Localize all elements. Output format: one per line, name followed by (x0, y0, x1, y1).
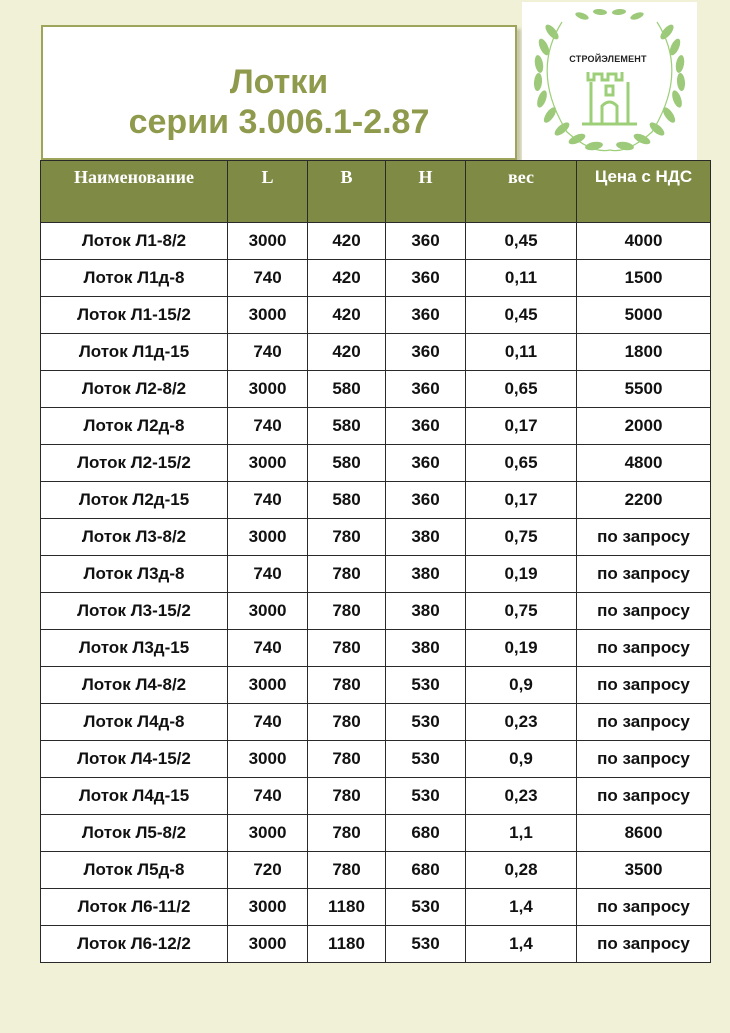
cell-height: 530 (386, 741, 466, 778)
cell-width: 780 (308, 704, 386, 741)
page-title: Лотки (229, 63, 329, 101)
cell-length: 3000 (228, 741, 308, 778)
cell-name: Лоток Л6-12/2 (41, 926, 228, 963)
cell-price: 5000 (577, 297, 711, 334)
cell-weight: 0,19 (466, 630, 577, 667)
cell-height: 380 (386, 556, 466, 593)
cell-height: 360 (386, 445, 466, 482)
header-length: L (228, 161, 308, 223)
cell-width: 780 (308, 556, 386, 593)
table-row (41, 223, 711, 260)
company-logo (522, 2, 697, 162)
laurel-wreath-icon (522, 2, 697, 162)
cell-width: 420 (308, 297, 386, 334)
cell-price: 4800 (577, 445, 711, 482)
cell-weight: 0,9 (466, 667, 577, 704)
cell-height: 380 (386, 593, 466, 630)
cell-height: 680 (386, 815, 466, 852)
cell-name: Лоток Л1д-15 (41, 334, 228, 371)
cell-price: 2200 (577, 482, 711, 519)
cell-weight: 1,4 (466, 889, 577, 926)
cell-width: 420 (308, 260, 386, 297)
cell-width: 780 (308, 630, 386, 667)
cell-price: 5500 (577, 371, 711, 408)
cell-width: 580 (308, 445, 386, 482)
table-row (41, 445, 711, 482)
cell-name: Лоток Л4-15/2 (41, 741, 228, 778)
header-weight: вес (466, 161, 577, 223)
header-height: H (386, 161, 466, 223)
cell-weight: 0,23 (466, 704, 577, 741)
cell-price: по запросу (577, 704, 711, 741)
header-width: B (308, 161, 386, 223)
cell-length: 740 (228, 334, 308, 371)
cell-height: 360 (386, 371, 466, 408)
cell-height: 360 (386, 297, 466, 334)
table-row (41, 408, 711, 445)
cell-length: 3000 (228, 519, 308, 556)
cell-weight: 0,9 (466, 741, 577, 778)
cell-length: 740 (228, 778, 308, 815)
cell-name: Лоток Л4-8/2 (41, 667, 228, 704)
cell-length: 720 (228, 852, 308, 889)
cell-length: 3000 (228, 593, 308, 630)
table-row (41, 630, 711, 667)
cell-name: Лоток Л1-15/2 (41, 297, 228, 334)
cell-price: 3500 (577, 852, 711, 889)
cell-price: 4000 (577, 223, 711, 260)
cell-length: 740 (228, 630, 308, 667)
cell-price: по запросу (577, 593, 711, 630)
cell-width: 780 (308, 815, 386, 852)
table-row (41, 704, 711, 741)
table-row (41, 593, 711, 630)
cell-length: 3000 (228, 371, 308, 408)
cell-price: по запросу (577, 889, 711, 926)
cell-name: Лоток Л2-15/2 (41, 445, 228, 482)
cell-name: Лоток Л6-11/2 (41, 889, 228, 926)
cell-weight: 0,75 (466, 593, 577, 630)
table-row (41, 889, 711, 926)
cell-name: Лоток Л2д-8 (41, 408, 228, 445)
cell-price: по запросу (577, 519, 711, 556)
cell-width: 780 (308, 519, 386, 556)
cell-width: 780 (308, 593, 386, 630)
cell-price: 1500 (577, 260, 711, 297)
table-row (41, 778, 711, 815)
cell-length: 3000 (228, 815, 308, 852)
cell-price: 1800 (577, 334, 711, 371)
cell-width: 1180 (308, 889, 386, 926)
cell-name: Лоток Л5-8/2 (41, 815, 228, 852)
cell-height: 360 (386, 408, 466, 445)
cell-length: 3000 (228, 445, 308, 482)
cell-length: 3000 (228, 223, 308, 260)
cell-name: Лоток Л3д-15 (41, 630, 228, 667)
cell-length: 740 (228, 482, 308, 519)
cell-name: Лоток Л3-8/2 (41, 519, 228, 556)
cell-width: 580 (308, 482, 386, 519)
cell-weight: 0,11 (466, 334, 577, 371)
table-row (41, 852, 711, 889)
cell-length: 3000 (228, 889, 308, 926)
header-price: Цена с НДС (577, 161, 711, 223)
cell-width: 580 (308, 408, 386, 445)
cell-weight: 0,65 (466, 371, 577, 408)
cell-height: 360 (386, 482, 466, 519)
page-subtitle: серии 3.006.1-2.87 (128, 103, 430, 141)
cell-length: 3000 (228, 667, 308, 704)
cell-name: Лоток Л4д-8 (41, 704, 228, 741)
cell-height: 380 (386, 630, 466, 667)
cell-height: 530 (386, 889, 466, 926)
header-row (41, 161, 711, 223)
cell-height: 530 (386, 704, 466, 741)
cell-weight: 0,23 (466, 778, 577, 815)
cell-height: 680 (386, 852, 466, 889)
cell-width: 780 (308, 852, 386, 889)
cell-price: 2000 (577, 408, 711, 445)
cell-price: по запросу (577, 926, 711, 963)
table-row (41, 741, 711, 778)
cell-name: Лоток Л3д-8 (41, 556, 228, 593)
table-header (41, 161, 711, 223)
cell-height: 530 (386, 667, 466, 704)
cell-price: 8600 (577, 815, 711, 852)
cell-width: 780 (308, 741, 386, 778)
table-row (41, 334, 711, 371)
cell-width: 1180 (308, 926, 386, 963)
cell-width: 420 (308, 334, 386, 371)
logo-text: СТРОЙЭЛЕМЕНТ (569, 54, 647, 64)
table-row (41, 297, 711, 334)
cell-length: 740 (228, 556, 308, 593)
cell-name: Лоток Л5д-8 (41, 852, 228, 889)
table-row (41, 482, 711, 519)
cell-height: 360 (386, 260, 466, 297)
cell-length: 3000 (228, 926, 308, 963)
tower-logo-icon (582, 72, 637, 124)
cell-weight: 0,17 (466, 482, 577, 519)
cell-height: 530 (386, 778, 466, 815)
price-table (40, 160, 711, 963)
cell-name: Лоток Л1д-8 (41, 260, 228, 297)
header-name: Наименование (41, 161, 228, 223)
cell-name: Лоток Л2-8/2 (41, 371, 228, 408)
cell-weight: 0,45 (466, 297, 577, 334)
title-box (41, 25, 517, 160)
cell-price: по запросу (577, 778, 711, 815)
table-row (41, 926, 711, 963)
cell-height: 360 (386, 223, 466, 260)
cell-height: 380 (386, 519, 466, 556)
table-row (41, 260, 711, 297)
cell-price: по запросу (577, 667, 711, 704)
table-row (41, 519, 711, 556)
cell-price: по запросу (577, 741, 711, 778)
cell-weight: 0,19 (466, 556, 577, 593)
cell-width: 420 (308, 223, 386, 260)
cell-price: по запросу (577, 630, 711, 667)
table-row (41, 556, 711, 593)
cell-name: Лоток Л1-8/2 (41, 223, 228, 260)
cell-name: Лоток Л4д-15 (41, 778, 228, 815)
cell-length: 3000 (228, 297, 308, 334)
cell-weight: 0,65 (466, 445, 577, 482)
cell-weight: 1,4 (466, 926, 577, 963)
cell-height: 360 (386, 334, 466, 371)
table-row (41, 371, 711, 408)
cell-price: по запросу (577, 556, 711, 593)
cell-weight: 0,45 (466, 223, 577, 260)
cell-weight: 1,1 (466, 815, 577, 852)
cell-name: Лоток Л3-15/2 (41, 593, 228, 630)
cell-name: Лоток Л2д-15 (41, 482, 228, 519)
cell-weight: 0,11 (466, 260, 577, 297)
table-row (41, 815, 711, 852)
cell-length: 740 (228, 408, 308, 445)
cell-length: 740 (228, 704, 308, 741)
cell-weight: 0,75 (466, 519, 577, 556)
table-row (41, 667, 711, 704)
cell-length: 740 (228, 260, 308, 297)
cell-width: 780 (308, 778, 386, 815)
cell-weight: 0,28 (466, 852, 577, 889)
cell-width: 780 (308, 667, 386, 704)
cell-width: 580 (308, 371, 386, 408)
cell-weight: 0,17 (466, 408, 577, 445)
cell-height: 530 (386, 926, 466, 963)
table-body (41, 223, 711, 963)
